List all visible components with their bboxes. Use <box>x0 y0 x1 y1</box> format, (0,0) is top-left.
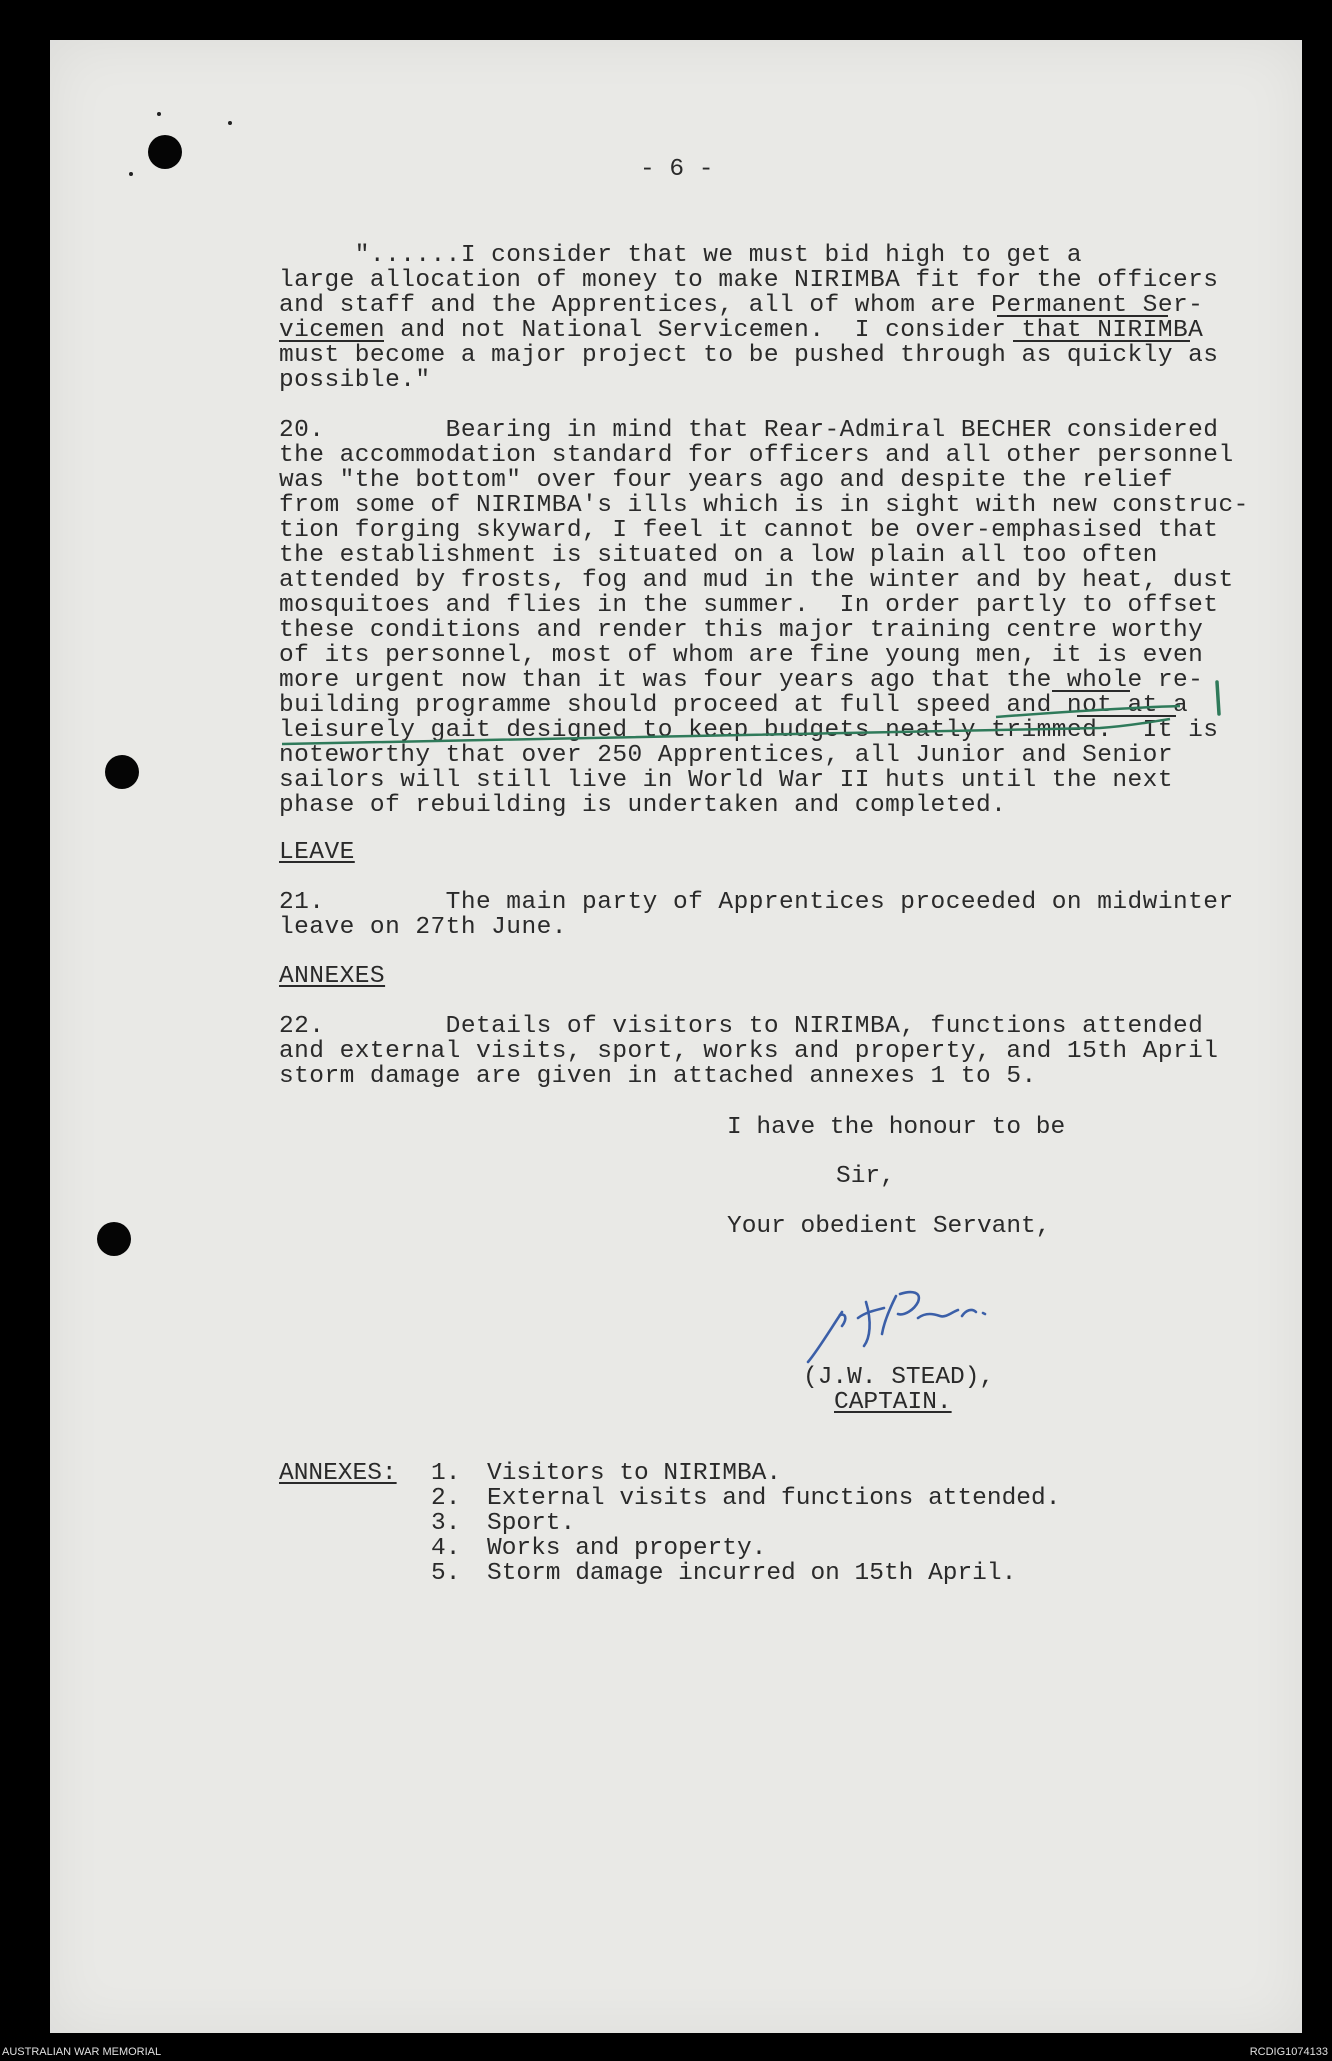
text-line: more urgent now than it was four years ago that the whole re- <box>279 667 1204 694</box>
punch-hole-middle <box>105 755 139 789</box>
text-line: storm damage are given in attached annexes 1 to 5. <box>279 1063 1037 1090</box>
text-line: vicemen and not National Servicemen. I consider that NIRIMBA <box>279 317 1204 344</box>
annex-item: Sport. <box>487 1510 576 1537</box>
annex-number: 1. <box>431 1460 461 1487</box>
signatory-name: (J.W. STEAD), <box>803 1364 995 1391</box>
annex-item: Storm damage incurred on 15th April. <box>487 1560 1017 1587</box>
annex-item: Works and property. <box>487 1535 767 1562</box>
annex-item: Visitors to NIRIMBA. <box>487 1460 782 1487</box>
text-line: attended by frosts, fog and mud in the winter and by heat, dust <box>279 567 1234 594</box>
text-line: must become a major project to be pushed through as quickly as <box>279 342 1219 369</box>
signatory-rank: CAPTAIN. <box>834 1389 952 1416</box>
text-line: tion forging skyward, I feel it cannot be over-emphasised that <box>279 517 1219 544</box>
paper-speck <box>228 121 232 125</box>
text-line: the accommodation standard for officers and all other personnel <box>279 442 1234 469</box>
punch-hole-bottom <box>97 1222 131 1256</box>
text-line: noteworthy that over 250 Apprentices, all Junior and Senior <box>279 742 1173 769</box>
text-line: phase of rebuilding is undertaken and completed. <box>279 792 1007 819</box>
text-line: and external visits, sport, works and property, and 15th April <box>279 1038 1219 1065</box>
punch-hole-top <box>148 135 182 169</box>
closing-line: I have the honour to be <box>727 1114 1066 1141</box>
page-number: - 6 - <box>640 156 714 183</box>
annex-number: 5. <box>431 1560 461 1587</box>
annex-item: External visits and functions attended. <box>487 1485 1061 1512</box>
text-line: leisurely gait designed to keep budgets neatly trimmed. It is <box>279 717 1219 744</box>
text-line: possible." <box>279 367 431 394</box>
text-line: was "the bottom" over four years ago and despite the relief <box>279 467 1173 494</box>
text-line: "......I consider that we must bid high to get a <box>279 242 1083 269</box>
text-line: the establishment is situated on a low plain all too often <box>279 542 1158 569</box>
annex-number: 4. <box>431 1535 461 1562</box>
text-line: mosquitoes and flies in the summer. In order partly to offset <box>279 592 1219 619</box>
text-line: leave on 27th June. <box>279 914 567 941</box>
closing-servant: Your obedient Servant, <box>727 1213 1051 1240</box>
section-heading-annexes: ANNEXES <box>279 963 386 990</box>
text-line: and staff and the Apprentices, all of whom are Permanent Ser- <box>279 292 1204 319</box>
annex-list-label: ANNEXES: <box>279 1460 397 1487</box>
text-line: 22. Details of visitors to NIRIMBA, functions attended <box>279 1013 1204 1040</box>
paper-speck <box>129 172 133 176</box>
text-line: of its personnel, most of whom are fine young men, it is even <box>279 642 1204 669</box>
text-line: sailors will still live in World War II huts until the next <box>279 767 1173 794</box>
text-line: building programme should proceed at full speed and not at a <box>279 692 1189 719</box>
footer-archive-name: AUSTRALIAN WAR MEMORIAL <box>2 2046 162 2058</box>
text-line: from some of NIRIMBA's ills which is in sight with new construc- <box>279 492 1249 519</box>
closing-salutation: Sir, <box>836 1163 895 1190</box>
annex-number: 2. <box>431 1485 461 1512</box>
footer-record-id: RCDIG1074133 <box>1249 2046 1328 2058</box>
paper-speck <box>157 112 161 116</box>
text-line: 20. Bearing in mind that Rear-Admiral BECHER considered <box>279 417 1219 444</box>
text-line: large allocation of money to make NIRIMBA fit for the officers <box>279 267 1219 294</box>
text-line: these conditions and render this major training centre worthy <box>279 617 1204 644</box>
section-heading-leave: LEAVE <box>279 839 355 866</box>
text-line: 21. The main party of Apprentices proceeded on midwinter <box>279 889 1234 916</box>
annex-number: 3. <box>431 1510 461 1537</box>
